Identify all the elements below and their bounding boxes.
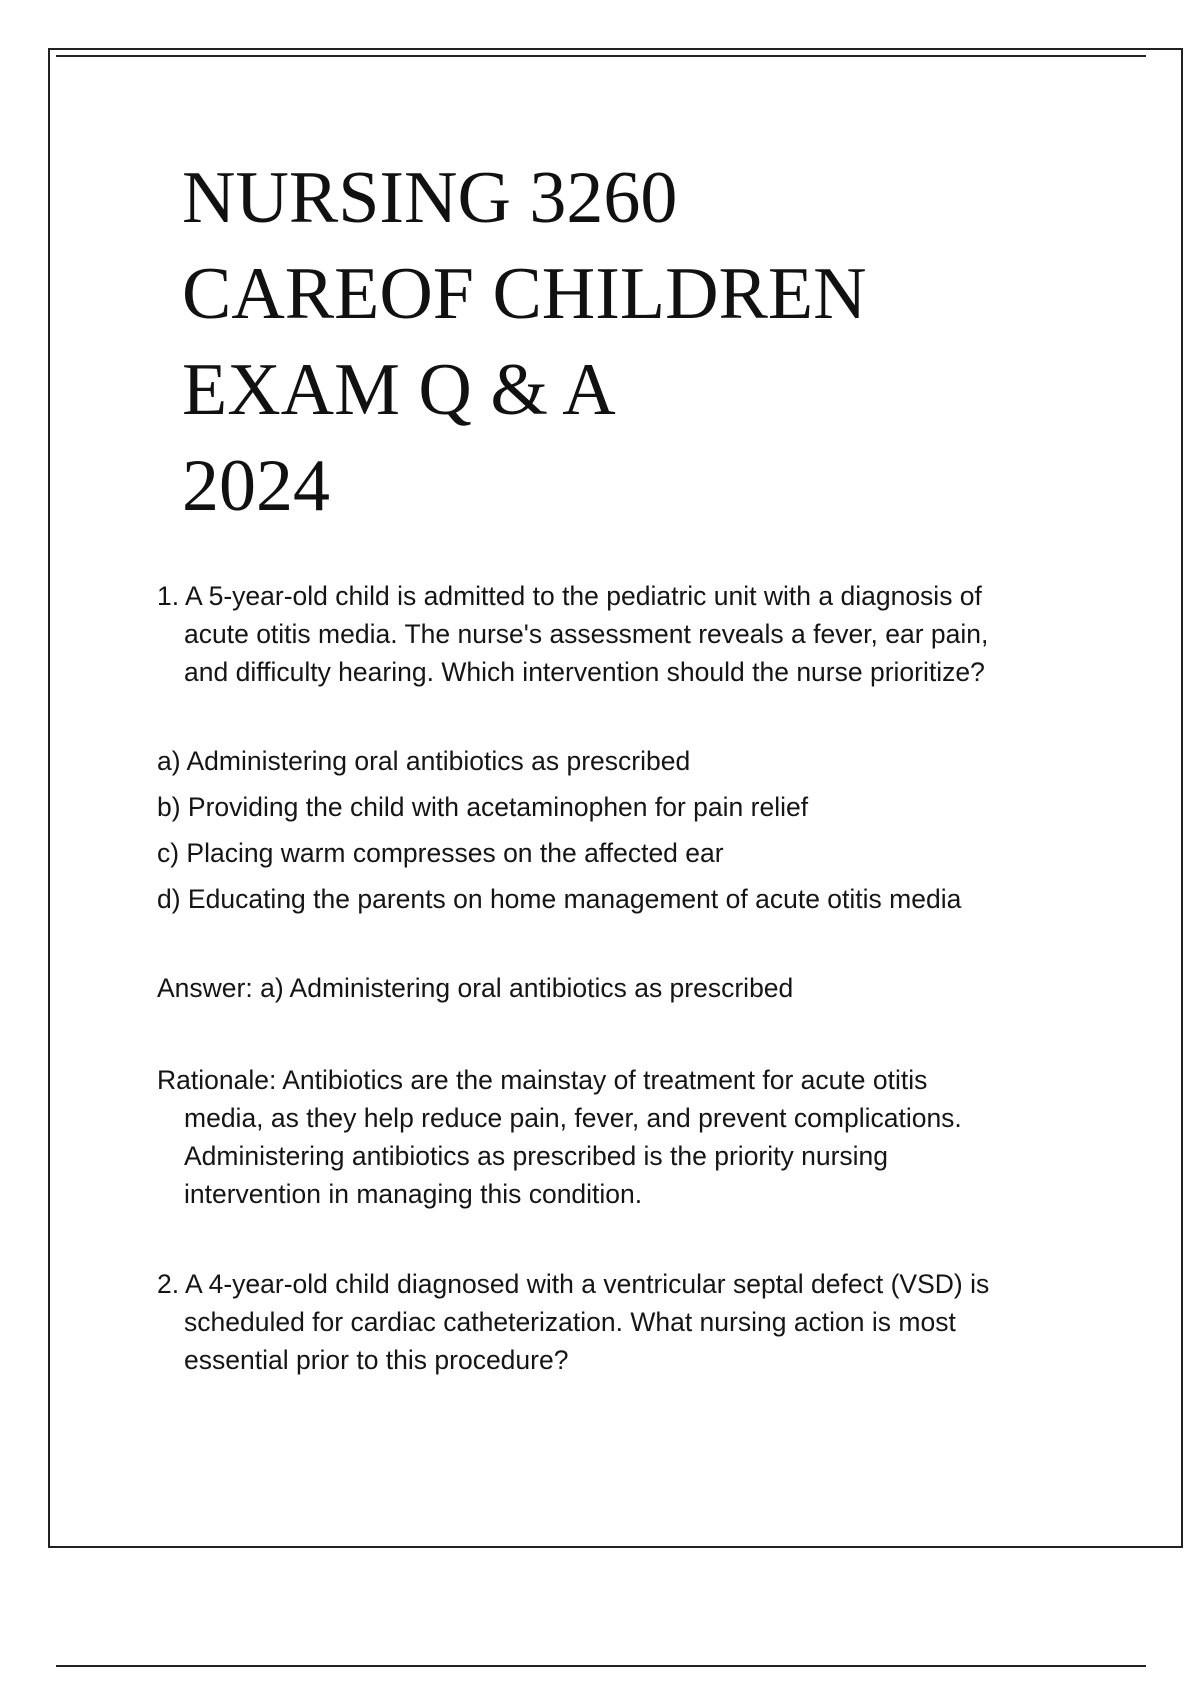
- question-2-text: 2. A 4-year-old child diagnosed with a ventricular septal defect (VSD) is scheduled for cardiac catheterization. What nursing action is most essential prior to this procedure?: [157, 1269, 990, 1375]
- question-1-option-d: d) Educating the parents on home management of acute otitis media: [157, 884, 962, 914]
- document-title: [182, 150, 1082, 534]
- exam-content: [157, 577, 997, 1430]
- question-1-answer: Answer: a) Administering oral antibiotics as prescribed: [157, 973, 794, 1003]
- title-line-course: NURSING 3260: [182, 157, 678, 239]
- question-1-options: [157, 742, 997, 918]
- question-1-text: 1. A 5-year-old child is admitted to the pediatric unit with a diagnosis of acute otitis media. The nurse's assessment reveals a fever, ear pain, and difficulty hearing. Which intervention should the nurse prioritize?: [157, 581, 989, 687]
- question-1-option-a: a) Administering oral antibiotics as prescribed: [157, 746, 691, 776]
- question-1-option-b: b) Providing the child with acetaminophen for pain relief: [157, 792, 809, 822]
- bottom-rule: [56, 1665, 1146, 1667]
- question-1-rationale: Rationale: Antibiotics are the mainstay of treatment for acute otitis media, as they help reduce pain, fever, and prevent complications. Administering antibiotics as prescribed is the priority nursing intervention in managing this condition.: [157, 1065, 962, 1209]
- title-line-subject: CAREOF CHILDREN: [182, 253, 867, 335]
- question-1-option-c: c) Placing warm compresses on the affected ear: [157, 838, 724, 868]
- title-line-exam: EXAM Q & A: [182, 349, 616, 431]
- title-line-year: 2024: [182, 445, 330, 527]
